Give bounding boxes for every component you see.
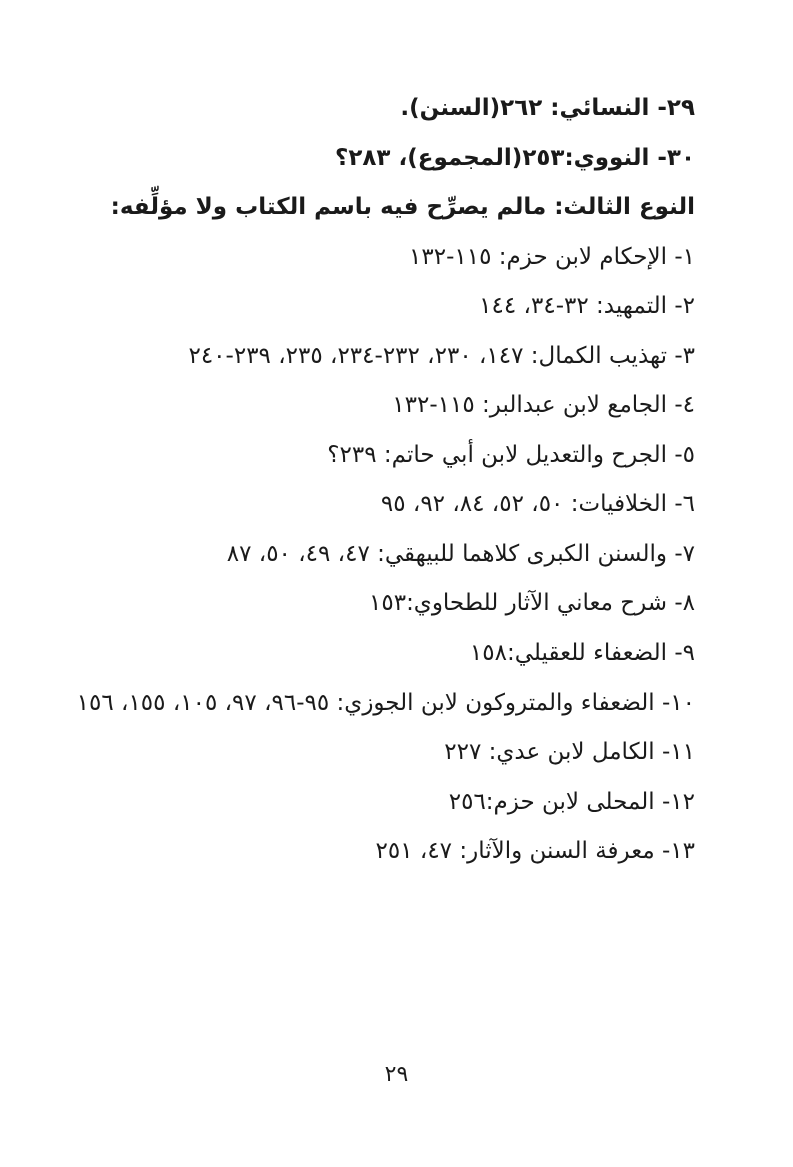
section-heading: النوع الثالث: مالم يصرِّح فيه باسم الكتاب ولا مؤلِّفه: [110,194,695,220]
list-line: ١٢- المحلى لابن حزم:٢٥٦ [448,788,695,815]
list-line: ١- الإحكام لابن حزم: ١١٥-١٣٢ [409,243,695,270]
list-line: ٥- الجرح والتعديل لابن أبي حاتم: ٢٣٩؟ [327,441,695,468]
list-line: ٤- الجامع لابن عبدالبر: ١١٥-١٣٢ [392,392,695,418]
list-line: ٣- تهذيب الكمال: ١٤٧، ٢٣٠، ٢٣٢-٢٣٤، ٢٣٥، ٢٣٩-٢٤٠ [188,342,695,369]
list-line: ٧- والسنن الكبرى كلاهما للبيهقي: ٤٧، ٤٩، ٥٠، ٨٧ [226,540,695,567]
list-line: ٢- التمهيد: ٣٢-٣٤، ١٤٤ [479,293,695,319]
list-line: ٢٩- النسائي: ٢٦٢(السنن). [400,95,695,121]
list-line: ٩- الضعفاء للعقيلي:١٥٨ [469,639,695,666]
list-line: ١١- الكامل لابن عدي: ٢٢٧ [444,739,695,765]
list-line: ٦- الخلافيات: ٥٠، ٥٢، ٨٤، ٩٢، ٩٥ [380,491,695,517]
list-line: ٣٠- النووي:٢٥٣(المجموع)، ٢٨٣؟ [335,144,695,171]
list-line: ٨- شرح معاني الآثار للطحاوي:١٥٣ [369,590,695,616]
list-line: ١٣- معرفة السنن والآثار: ٤٧، ٢٥١ [375,838,695,864]
page-number: ٢٩ [384,1062,409,1087]
list-line: ١٠- الضعفاء والمتروكون لابن الجوزي: ٩٥-٩٦، ٩٧، ١٠٥، ١٥٥، ١٥٦ [76,690,695,716]
page-content [55,84,695,877]
